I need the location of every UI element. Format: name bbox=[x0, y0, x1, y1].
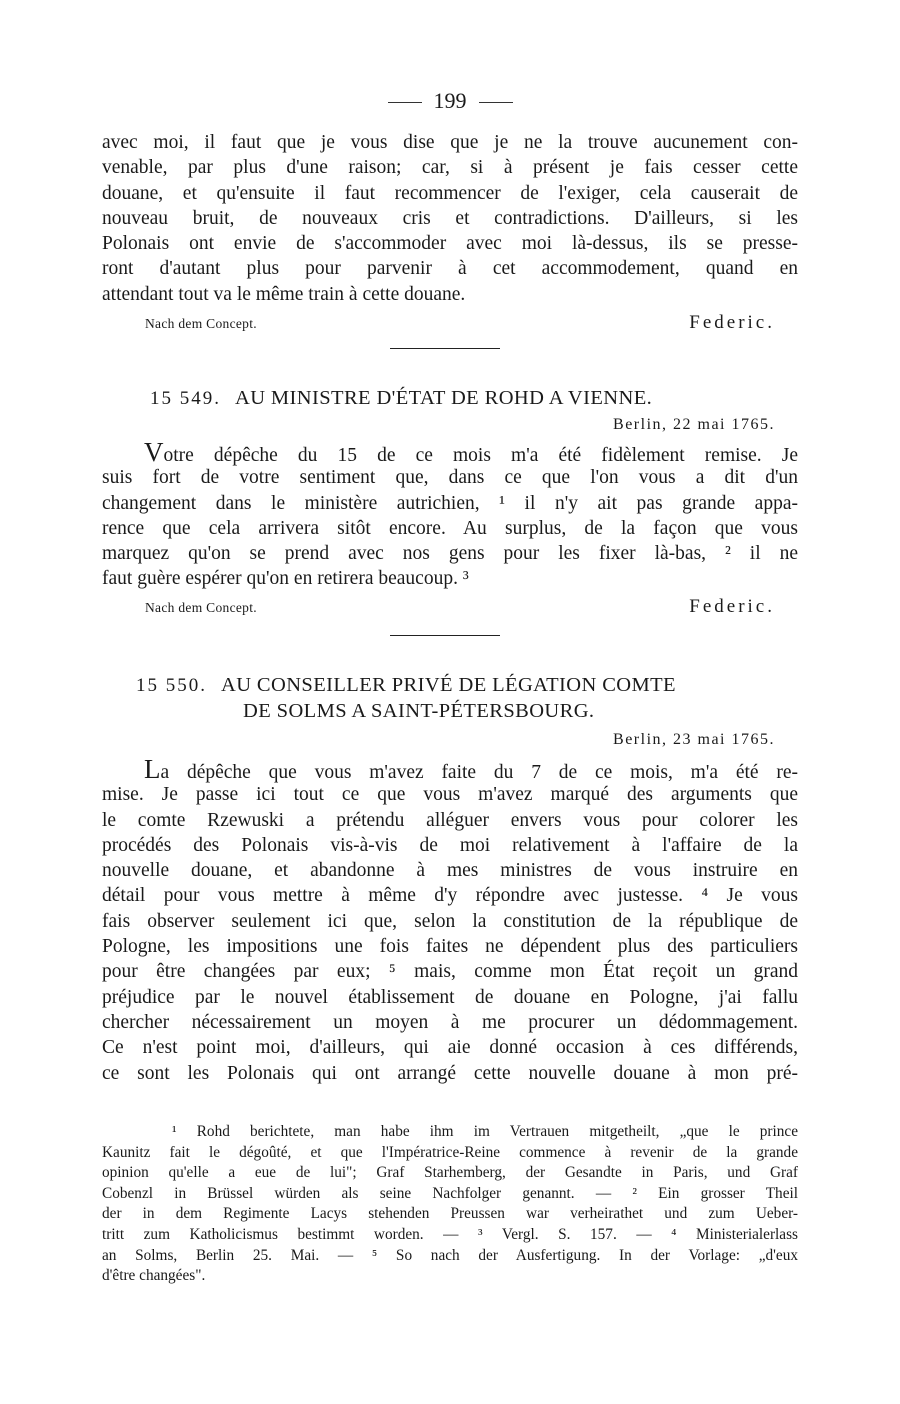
text-line: préjudice par le nouvel établissement de douane en Pologne, j'ai fallu bbox=[102, 986, 798, 1008]
letter-heading: AU CONSEILLER PRIVÉ DE LÉGATION COMTE bbox=[221, 674, 676, 696]
text-line: fais observer seulement ici que, selon la constitution de la république de bbox=[102, 910, 798, 932]
signature: Federic. bbox=[689, 596, 775, 617]
text-line: marquez qu'on se prend avec nos gens pour les fixer là-bas, ² il ne bbox=[102, 543, 798, 565]
section-divider bbox=[390, 348, 500, 349]
letter-title-15550-line2: DE SOLMS A SAINT-PÉTERSBOURG. bbox=[243, 700, 595, 722]
initial-letter: V bbox=[144, 437, 164, 467]
text-line: avec moi, il faut que je vous dise que je ne la trouve aucunement con- bbox=[102, 132, 798, 153]
letter-title-15550 bbox=[136, 672, 836, 699]
page-number: 199 bbox=[433, 88, 467, 113]
text-line: pour être changées par eux; ⁵ mais, comme mon État reçoit un grand bbox=[102, 961, 798, 983]
text-line: rence que cela arrivera sitôt encore. Au surplus, de la façon que vous bbox=[102, 517, 798, 539]
text-line: Ce n'est point moi, d'ailleurs, qui aie donné occasion à ces différends, bbox=[102, 1037, 798, 1059]
text-line: La dépêche que vous m'avez faite du 7 de ce mois, m'a été re- bbox=[144, 754, 798, 784]
footnote-line: ¹ Rohd berichtete, man habe ihm im Vertrauen mitgetheilt, „que le prince bbox=[172, 1123, 798, 1140]
footnotes bbox=[102, 1122, 798, 1287]
page-header bbox=[0, 88, 900, 114]
text-line: détail pour vous mettre à même d'y répondre avec justesse. ⁴ Je vous bbox=[102, 885, 798, 907]
text-line: attendant tout va le même train à cette douane. bbox=[102, 283, 466, 305]
text-line: Pologne, les impositions une fois faites ne dépendent plus des particuliers bbox=[102, 936, 798, 958]
text-line: changement dans le ministère autrichien, ¹ il n'y ait pas grande appa- bbox=[102, 492, 798, 514]
text-line: suis fort de votre sentiment que, dans ce que l'on vous a dit d'un bbox=[102, 467, 798, 489]
text-line: douane, et qu'ensuite il faut recommencer de l'exiger, cela causerait de bbox=[102, 182, 798, 204]
letter-body-15549 bbox=[102, 437, 798, 592]
footnote-line: Kaunitz fait le dégoûté, et que l'Impératrice-Reine commence à revenir de la grande bbox=[102, 1143, 798, 1161]
text-line: ront d'autant plus pour parvenir à cet accommodement, quand en bbox=[102, 258, 798, 280]
text-line: venable, par plus d'une raison; car, si à présent je fais cesser cette bbox=[102, 157, 798, 179]
text-line: Votre dépêche du 15 de ce mois m'a été fidèlement remise. Je bbox=[144, 437, 798, 467]
footnote-line: opinion qu'elle a eue de lui"; Graf Starhemberg, der Gesandte in Paris, und Graf bbox=[102, 1164, 798, 1182]
source-note: Nach dem Concept. bbox=[145, 600, 257, 615]
text-line: mise. Je passe ici tout ce que vous m'avez marqué des arguments que bbox=[102, 784, 798, 806]
text-line: ce sont les Polonais qui ont arrangé cette nouvelle douane à mon pré- bbox=[102, 1062, 798, 1084]
footnote-line: d'être changées". bbox=[102, 1267, 206, 1285]
dateline: Berlin, 22 mai 1765. bbox=[613, 416, 775, 433]
text-line: nouvelle douane, et abandonne à mes ministres de vous instruire en bbox=[102, 860, 798, 882]
header-dash-right bbox=[479, 102, 513, 103]
text-line: procédés des Polonais vis-à-vis de moi relativement à l'affaire de la bbox=[102, 834, 798, 856]
section-divider bbox=[390, 635, 500, 636]
letter-number: 15 550. bbox=[136, 675, 207, 696]
text-line: Polonais ont envie de s'accommoder avec moi là-dessus, ils se presse- bbox=[102, 233, 798, 255]
text-line: chercher nécessairement un moyen à me procurer un dédommagement. bbox=[102, 1011, 798, 1033]
header-dash-left bbox=[388, 102, 422, 103]
source-note: Nach dem Concept. bbox=[145, 316, 257, 331]
letter-15549-signature-row bbox=[145, 594, 775, 618]
footnote-line: tritt zum Katholicismus bestimmt worden. — ³ Vergl. S. 157. — ⁴ Ministerialerlass bbox=[102, 1225, 798, 1243]
initial-letter: L bbox=[144, 754, 161, 784]
footnote-line: der in dem Regimente Lacys stehenden Preussen war verheirathet und zum Ueber- bbox=[102, 1205, 798, 1223]
letter-body-15550 bbox=[102, 754, 798, 1086]
footnote-line: an Solms, Berlin 25. Mai. — ⁵ So nach der Ausfertigung. In der Vorlage: „d'eux bbox=[102, 1246, 798, 1264]
text-line: faut guère espérer qu'on en retirera beaucoup. ³ bbox=[102, 568, 469, 590]
continuation-signature-row bbox=[145, 310, 775, 334]
footnote-line: Cobenzl in Brüssel würden als seine Nachfolger genannt. — ² Ein grosser Theil bbox=[102, 1184, 798, 1202]
continuation-text bbox=[102, 130, 798, 307]
text-line: nouveau bruit, de nouveaux cris et contradictions. D'ailleurs, si les bbox=[102, 207, 798, 229]
signature: Federic. bbox=[689, 312, 775, 333]
letter-number: 15 549. bbox=[150, 388, 221, 409]
dateline: Berlin, 23 mai 1765. bbox=[613, 731, 775, 748]
letter-heading: AU MINISTRE D'ÉTAT DE ROHD A VIENNE. bbox=[235, 387, 653, 409]
text-line: le comte Rzewuski a prétendu alléguer envers vous pour colorer les bbox=[102, 809, 798, 831]
letter-title-15549 bbox=[150, 385, 850, 412]
